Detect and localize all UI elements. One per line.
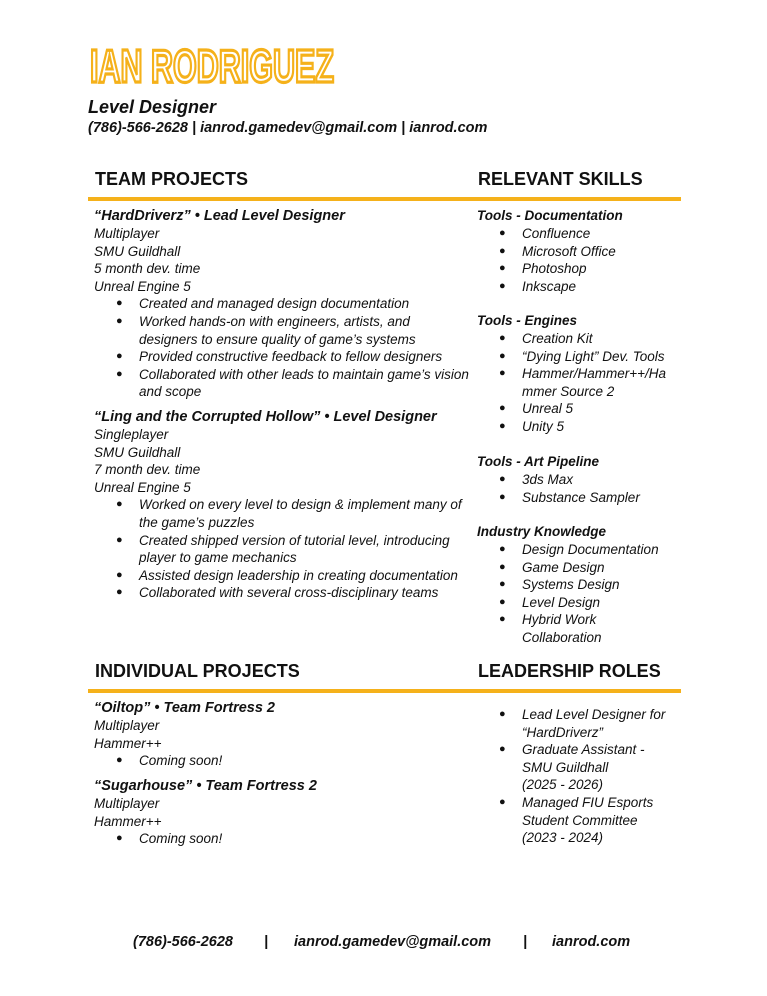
list-item: ● Worked on every level to design & implement many of the game’s puzzles bbox=[94, 496, 469, 531]
list-item: ● Photoshop bbox=[477, 260, 677, 278]
list-item: ● Hammer/Hammer++/Hammer Source 2 bbox=[477, 365, 677, 400]
individual-projects-rule bbox=[88, 689, 474, 693]
role-line: ● Lead Level Designer for bbox=[522, 707, 666, 722]
project-engine: Hammer++ bbox=[94, 813, 162, 829]
list-item: ● Hybrid Work Collaboration bbox=[477, 611, 632, 646]
list-item: ● “Dying Light” Dev. Tools bbox=[477, 348, 677, 366]
name-logo-text: IAN RODRIGUEZ bbox=[90, 40, 334, 92]
relevant-skills-rule bbox=[474, 197, 681, 201]
skills-group-engines bbox=[477, 312, 677, 436]
footer-separator: | bbox=[264, 934, 269, 950]
list-item: ● Created shipped version of tutorial level, introducing player to game mechanics bbox=[94, 532, 469, 567]
list-item: ● Coming soon! bbox=[94, 830, 469, 848]
skills-group-industry-knowledge bbox=[477, 523, 677, 647]
skills-list bbox=[477, 225, 677, 295]
footer-phone: (786)-566-2628 bbox=[133, 934, 233, 950]
list-item: ● Level Design bbox=[477, 594, 677, 612]
relevant-skills-heading: RELEVANT SKILLS bbox=[478, 169, 643, 189]
project-meta bbox=[94, 426, 469, 496]
skills-group-heading: Tools - Engines bbox=[477, 313, 578, 328]
skills-group-heading: Tools - Art Pipeline bbox=[477, 454, 600, 469]
list-item: ● Unreal 5 bbox=[477, 400, 677, 418]
list-item: ● Substance Sampler bbox=[477, 489, 677, 507]
project-engine: Unreal Engine 5 bbox=[94, 278, 191, 294]
list-item: ● Collaborated with several cross-disciplinary teams bbox=[94, 584, 469, 602]
list-item: ● Assisted design leadership in creating documentation bbox=[94, 567, 469, 585]
project-duration: 7 month dev. time bbox=[94, 462, 201, 478]
list-item bbox=[477, 741, 677, 794]
list-item: ● Microsoft Office bbox=[477, 243, 677, 261]
skills-group-heading: Industry Knowledge bbox=[477, 524, 607, 539]
project-engine: Unreal Engine 5 bbox=[94, 479, 191, 495]
role-line: ● Graduate Assistant - bbox=[522, 742, 645, 758]
project-bullets bbox=[94, 295, 469, 401]
project-genre: Multiplayer bbox=[94, 226, 160, 241]
footer-email[interactable]: ianrod.gamedev@gmail.com bbox=[294, 934, 492, 950]
list-item: ● Confluence bbox=[477, 225, 677, 243]
project-genre: Multiplayer bbox=[94, 796, 160, 811]
role-line: (2023 - 2024) bbox=[522, 830, 604, 846]
team-projects-heading: TEAM PROJECTS bbox=[95, 169, 249, 189]
project-bullets bbox=[94, 752, 469, 770]
project-meta bbox=[94, 795, 469, 830]
list-item: ● Provided constructive feedback to fellow designers bbox=[94, 348, 469, 366]
project-genre: Singleplayer bbox=[94, 427, 169, 442]
project-duration: 5 month dev. time bbox=[94, 261, 201, 277]
skills-list bbox=[477, 471, 677, 506]
list-item: ● Systems Design bbox=[477, 576, 677, 594]
skills-list bbox=[477, 541, 677, 647]
team-project-1 bbox=[94, 208, 469, 401]
project-studio: SMU Guildhall bbox=[94, 444, 181, 460]
project-title: “Ling and the Corrupted Hollow” • Level Designer bbox=[94, 409, 437, 425]
individual-project-2 bbox=[94, 778, 469, 848]
project-studio: SMU Guildhall bbox=[94, 243, 181, 259]
team-projects-rule bbox=[88, 197, 474, 201]
list-item: ● 3ds Max bbox=[477, 471, 677, 489]
project-bullets bbox=[94, 496, 469, 602]
list-item: ● Coming soon! bbox=[94, 752, 469, 770]
individual-project-1 bbox=[94, 700, 469, 770]
leadership-roles-rule bbox=[474, 689, 681, 693]
leadership-roles-list bbox=[477, 706, 677, 847]
skills-group-heading: Tools - Documentation bbox=[477, 208, 623, 223]
list-item bbox=[477, 706, 677, 741]
skills-group-art-pipeline bbox=[477, 453, 677, 506]
skills-list bbox=[477, 330, 677, 436]
project-title: “Oiltop” • Team Fortress 2 bbox=[94, 700, 275, 716]
list-item: ● Inkscape bbox=[477, 278, 677, 296]
individual-projects-heading: INDIVIDUAL PROJECTS bbox=[95, 661, 300, 681]
list-item: ● Worked hands-on with engineers, artists, and designers to ensure quality of game’s systems bbox=[94, 313, 469, 348]
footer-separator: | bbox=[523, 934, 528, 950]
leadership-roles-heading: LEADERSHIP ROLES bbox=[478, 661, 661, 681]
project-meta bbox=[94, 225, 469, 295]
list-item: ● Collaborated with other leads to maintain game’s vision and scope bbox=[94, 366, 469, 401]
role-line: ● Managed FIU Esports bbox=[522, 794, 654, 810]
list-item: ● Game Design bbox=[477, 559, 677, 577]
list-item: ● Created and managed design documentation bbox=[94, 295, 469, 313]
team-project-2 bbox=[94, 409, 469, 602]
project-meta bbox=[94, 717, 469, 752]
list-item: ● Unity 5 bbox=[477, 418, 677, 436]
list-item: ● Design Documentation bbox=[477, 541, 677, 559]
role-line: SMU Guildhall bbox=[522, 759, 609, 775]
contact-line: (786)-566-2628 | ianrod.gamedev@gmail.com | ianrod.com bbox=[88, 120, 488, 136]
role-line: (2025 - 2026) bbox=[522, 777, 604, 793]
project-genre: Multiplayer bbox=[94, 718, 160, 733]
name-logo bbox=[88, 40, 338, 90]
skills-group-documentation bbox=[477, 207, 677, 295]
project-bullets bbox=[94, 830, 469, 848]
project-title: “HardDriverz” • Lead Level Designer bbox=[94, 208, 345, 224]
job-title: Level Designer bbox=[88, 97, 217, 117]
list-item: ● Creation Kit bbox=[477, 330, 677, 348]
list-item bbox=[477, 794, 677, 847]
project-title: “Sugarhouse” • Team Fortress 2 bbox=[94, 778, 317, 794]
footer-website[interactable]: ianrod.com bbox=[552, 934, 631, 950]
project-engine: Hammer++ bbox=[94, 735, 162, 751]
role-line: “HardDriverz” bbox=[522, 724, 603, 740]
role-line: Student Committee bbox=[522, 812, 638, 828]
